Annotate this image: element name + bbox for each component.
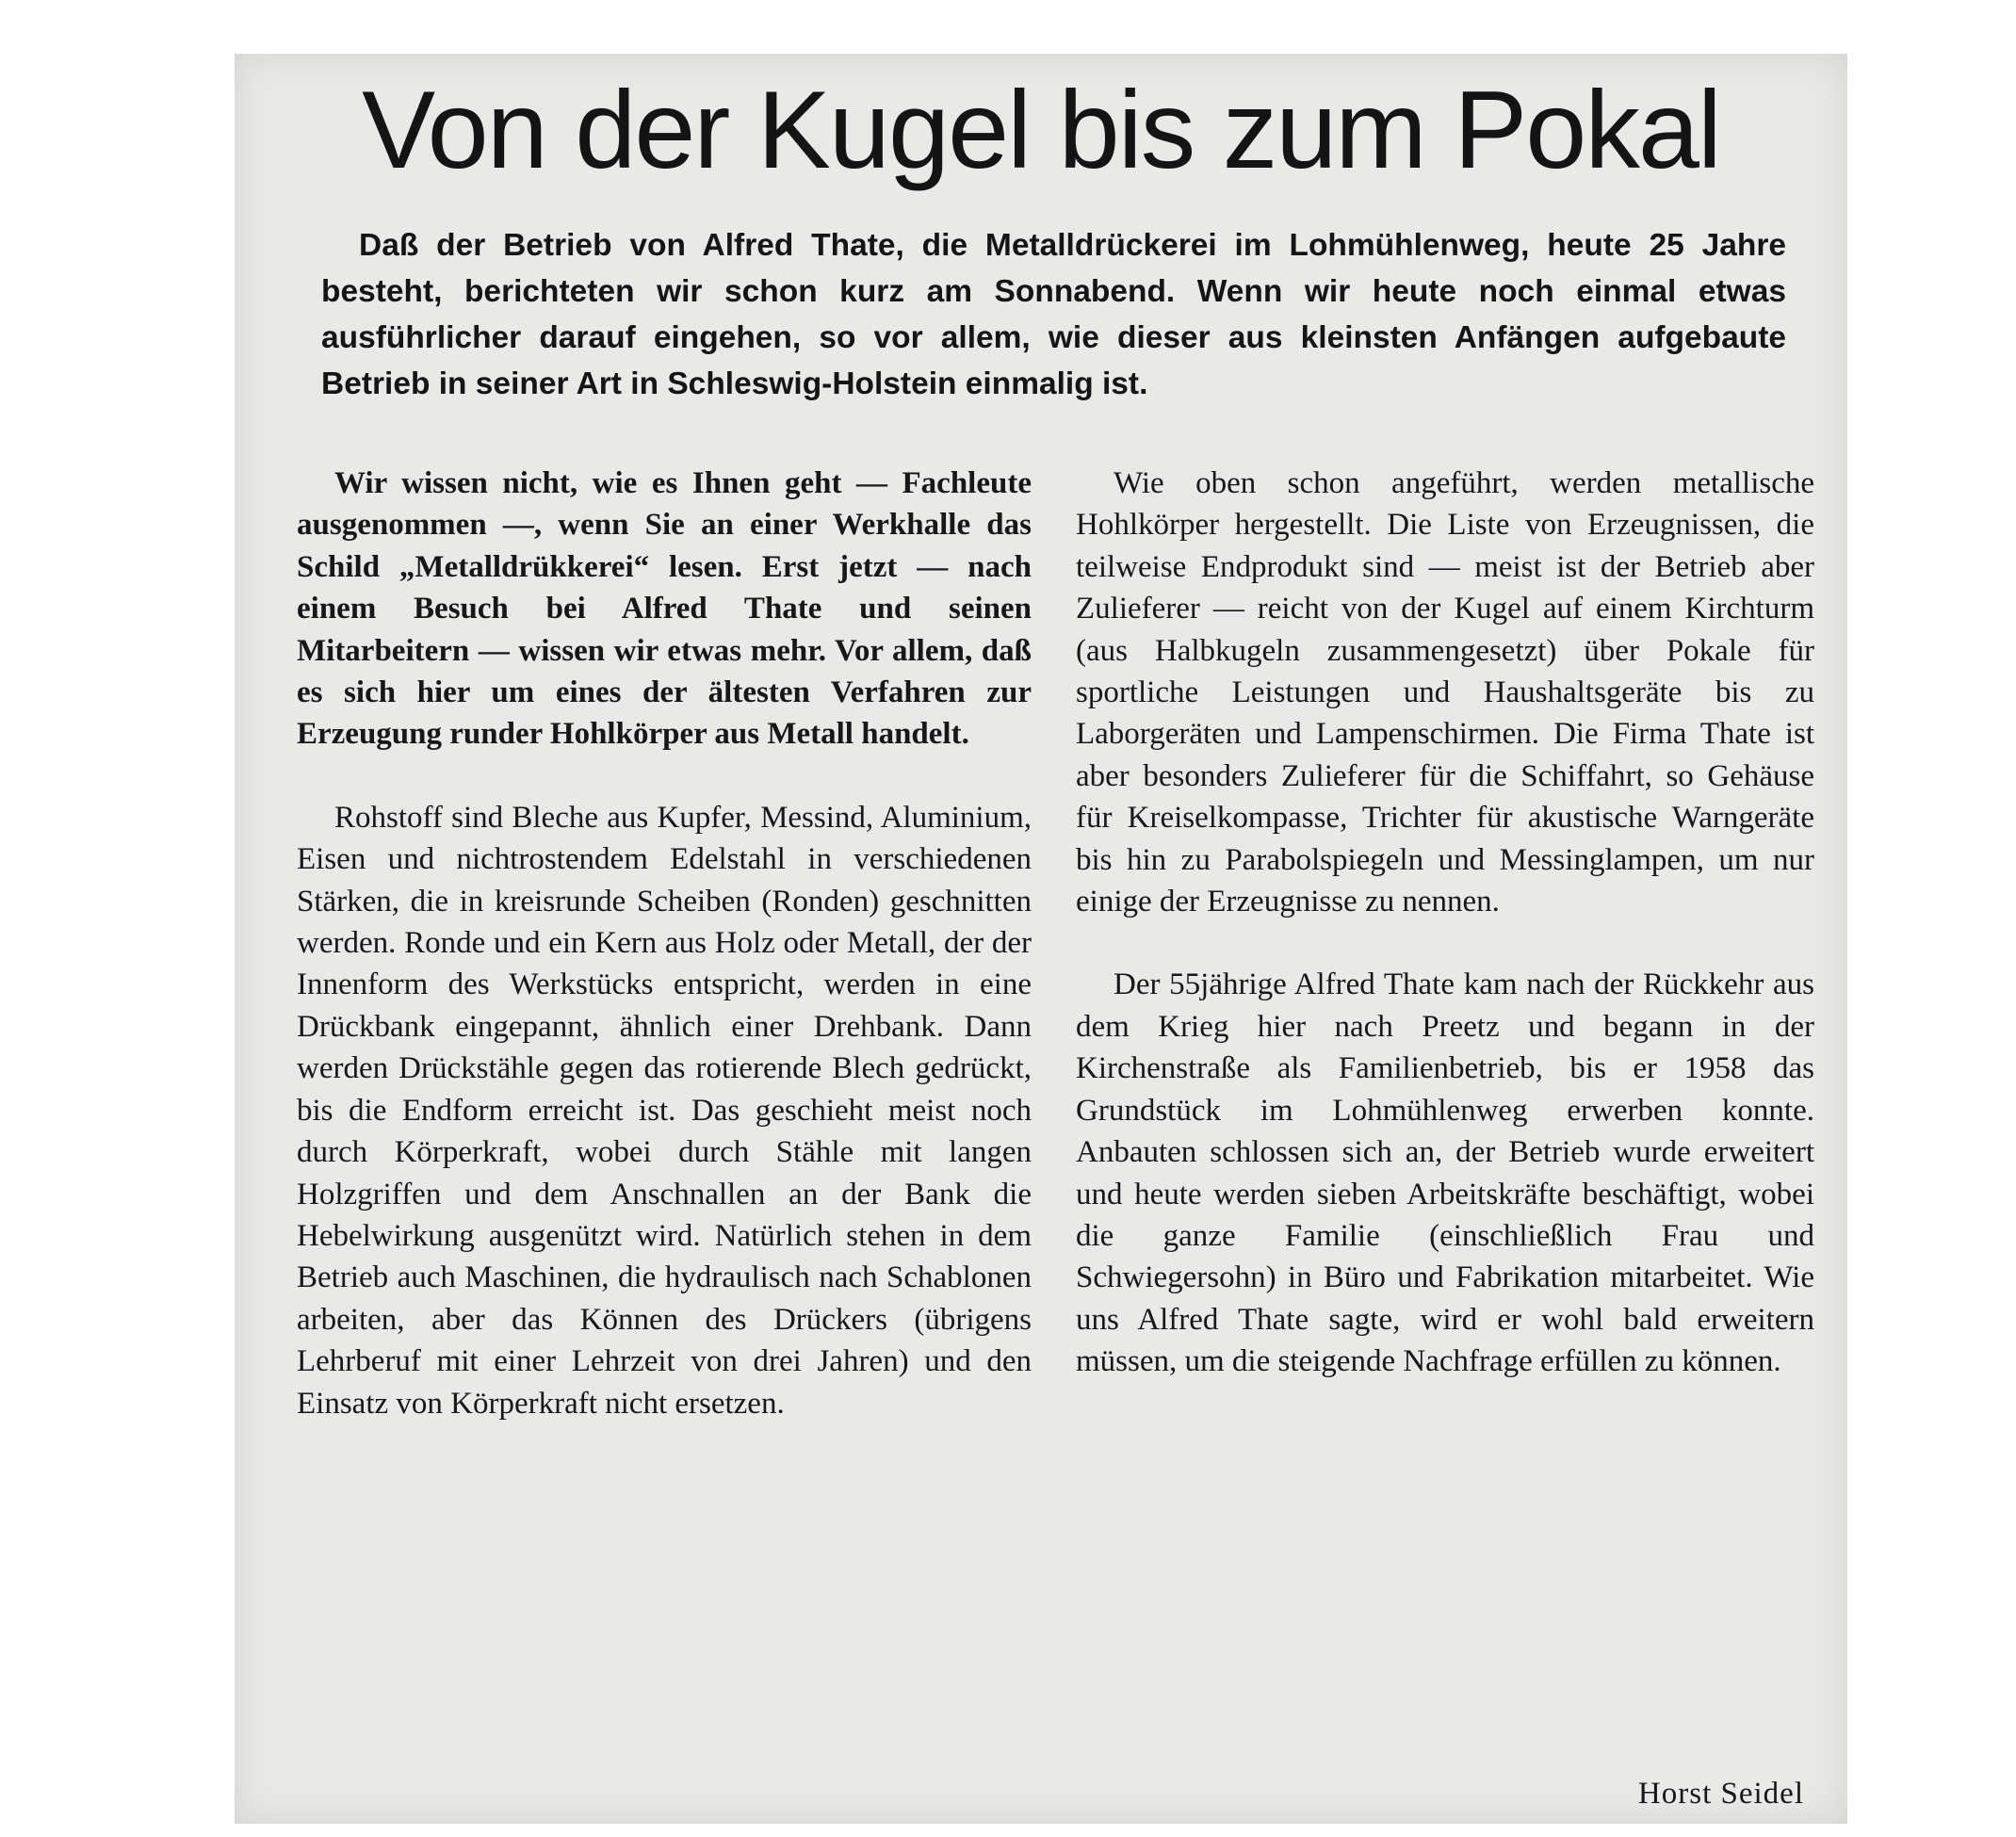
left-paragraph-2: Rohstoff sind Bleche aus Kupfer, Messind, Aluminium, Eisen und nichtrostendem Edelstahl in verschiedenen Stärken, die in kreisrunde Scheiben (Ronden) geschnitten werden. Ronde und ein Kern aus Holz oder Metall, der der Innenform des Werkstücks entspricht, werden in eine Drückbank eingepannt, ähnlich einer Drehbank. Dann werden Drückstähle gegen das rotierende Blech gedrückt, bis die Endform erreicht ist. Das geschieht meist noch durch Körperkraft, wobei durch Stähle mit langen Holzgriffen und dem Anschnallen an der Bank die Hebelwirkung ausgenützt wird. Natürlich stehen in dem Betrieb auch Maschinen, die hydraulisch nach Schablonen arbeiten, aber das Können des Drückers (übrigens Lehrberuf mit einer Lehrzeit von drei Jahren) und den Einsatz von Körperkraft nicht ersetzen. (297, 800, 1032, 1421)
right-column (1076, 463, 1814, 1383)
right-paragraph-2: Der 55jährige Alfred Thate kam nach der Rückkehr aus dem Krieg hier nach Preetz und begann in der Kirchenstraße als Familienbetrieb, bis er 1958 das Grundstück im Lohmühlenweg erwerben konnte. Anbauten schlossen sich an, der Betrieb wurde erweitert und heute werden sieben Arbeitskräfte beschäftigt, wobei die ganze Familie (einschließlich Frau und Schwiegersohn) in Büro und Fabrikation mitarbeitet. Wie uns Alfred Thate sagte, wird er wohl bald erweitern müssen, um die steigende Nachfrage erfüllen zu können. (1076, 967, 1814, 1379)
article-byline: Horst Seidel (1637, 1777, 1804, 1811)
left-paragraph-1: Wir wissen nicht, wie es Ihnen geht — Fachleute ausgenommen —, wenn Sie an einer Werkhalle das Schild „Metalldrükkerei“ lesen. Erst jetzt — nach einem Besuch bei Alfred Thate und seinen Mitarbeitern — wissen wir etwas mehr. Vor allem, daß es sich hier um eines der ältesten Verfahren zur Erzeugung runder Hohlkörper aus Metall handelt. (297, 466, 1032, 752)
left-column (297, 463, 1032, 1424)
article-headline: Von der Kugel bis zum Pokal (362, 68, 1720, 191)
article-lead: Daß der Betrieb von Alfred Thate, die Metalldrückerei im Lohmühlenweg, heute 25 Jahre besteht, berichteten wir schon kurz am Sonnabend. Wenn wir heute noch einmal etwas ausführlicher darauf eingehen, so vor allem, wie dieser aus kleinsten Anfängen aufgebaute Betrieb in seiner Art in Schleswig-Holstein einmalig ist. (321, 228, 1786, 401)
newspaper-clipping (235, 54, 1847, 1824)
right-paragraph-1: Wie oben schon angeführt, werden metallische Hohlkörper hergestellt. Die Liste von Erzeugnissen, die teilweise Endprodukt sind — meist ist der Betrieb aber Zulieferer — reicht von der Kugel auf einem Kirchturm (aus Halbkugeln zusammengesetzt) über Pokale für sportliche Leistungen und Haushaltsgeräte bis zu Laborgeräten und Lampenschirmen. Die Firma Thate ist aber besonders Zulieferer für die Schiffahrt, so Gehäuse für Kreiselkompasse, Trichter für akustische Warngeräte bis hin zu Parabolspiegeln und Messinglampen, um nur einige der Erzeugnisse zu nennen. (1076, 466, 1814, 919)
